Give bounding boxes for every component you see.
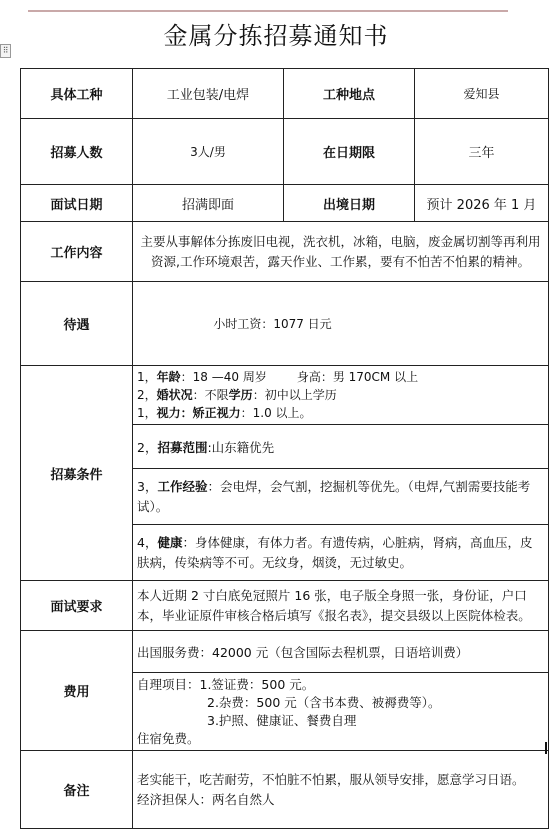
table-row xyxy=(21,222,549,282)
cursor-mark xyxy=(545,742,547,754)
condition-age-line: 1，年龄：18 —40 周岁 身高：男 170CM 以上 xyxy=(137,370,419,384)
table-row xyxy=(21,282,549,366)
conditions-label: 招募条件 xyxy=(21,366,133,581)
fee-label: 费用 xyxy=(21,631,133,751)
fee-service: 出国服务费：42000 元（包含国际去程机票，日语培训费） xyxy=(133,631,549,673)
condition-range: 2，招募范围:山东籍优先 xyxy=(133,425,549,469)
fee-self: 自理项目：1.签证费：500 元。 2.杂费：500 元（含书本费、被褥费等）。 3.护照、健康证、餐费自理 住宿免费。 xyxy=(133,673,549,751)
count-value: 3人/男 xyxy=(133,119,284,185)
table-row xyxy=(21,631,549,673)
term-label: 在日期限 xyxy=(284,119,415,185)
departure-label: 出境日期 xyxy=(284,185,415,222)
table-row xyxy=(21,581,549,631)
table-row xyxy=(21,119,549,185)
table-row xyxy=(21,366,549,425)
table-row xyxy=(21,751,549,829)
location-label: 工种地点 xyxy=(284,69,415,119)
table-move-handle-icon[interactable]: ⠿ xyxy=(0,44,11,58)
job-type-label: 具体工种 xyxy=(21,69,133,119)
recruitment-table xyxy=(20,68,549,829)
treatment-label: 待遇 xyxy=(21,282,133,366)
departure-value: 预计 2026 年 1 月 xyxy=(415,185,549,222)
job-type-value: 工业包装/电焊 xyxy=(133,69,284,119)
table-row xyxy=(21,69,549,119)
remark-label: 备注 xyxy=(21,751,133,829)
content-label: 工作内容 xyxy=(21,222,133,282)
interview-date-value: 招满即面 xyxy=(133,185,284,222)
content-value: 主要从事解体分拣废旧电视，洗衣机，冰箱，电脑，废金属切割等再利用资源,工作环境艰苦，露天作业、工作累，要有不怕苦不怕累的精神。 xyxy=(133,222,549,282)
treatment-value: 小时工资：1077 日元 xyxy=(133,282,549,366)
interview-req-label: 面试要求 xyxy=(21,581,133,631)
condition-marital-line: 2，婚状况：不限学历：初中以上学历 xyxy=(137,388,337,402)
condition-experience: 3，工作经验：会电焊，会气割，挖掘机等优先。（电焊,气割需要技能考试）。 xyxy=(133,469,549,525)
count-label: 招募人数 xyxy=(21,119,133,185)
conditions-basic xyxy=(133,366,549,425)
term-value: 三年 xyxy=(415,119,549,185)
interview-req-value: 本人近期 2 寸白底免冠照片 16 张，电子版全身照一张，身份证，户口本，毕业证原件审核合格后填写《报名表》，提交县级以上医院体检表。 xyxy=(133,581,549,631)
condition-health: 4，健康：身体健康，有体力者。有遗传病，心脏病，肾病，高血压，皮肤病，传染病等不可。无纹身，烟烫，无过敏史。 xyxy=(133,525,549,581)
remark-value: 老实能干，吃苦耐劳，不怕脏不怕累，服从领导安排，愿意学习日语。 经济担保人：两名自然人 xyxy=(133,751,549,829)
top-rule xyxy=(28,10,508,12)
location-value: 爱知县 xyxy=(415,69,549,119)
table-row xyxy=(21,185,549,222)
condition-vision-line: 1，视力：矫正视力：1.0 以上。 xyxy=(137,406,312,420)
interview-date-label: 面试日期 xyxy=(21,185,133,222)
page-title: 金属分拣招募通知书 xyxy=(163,22,389,50)
